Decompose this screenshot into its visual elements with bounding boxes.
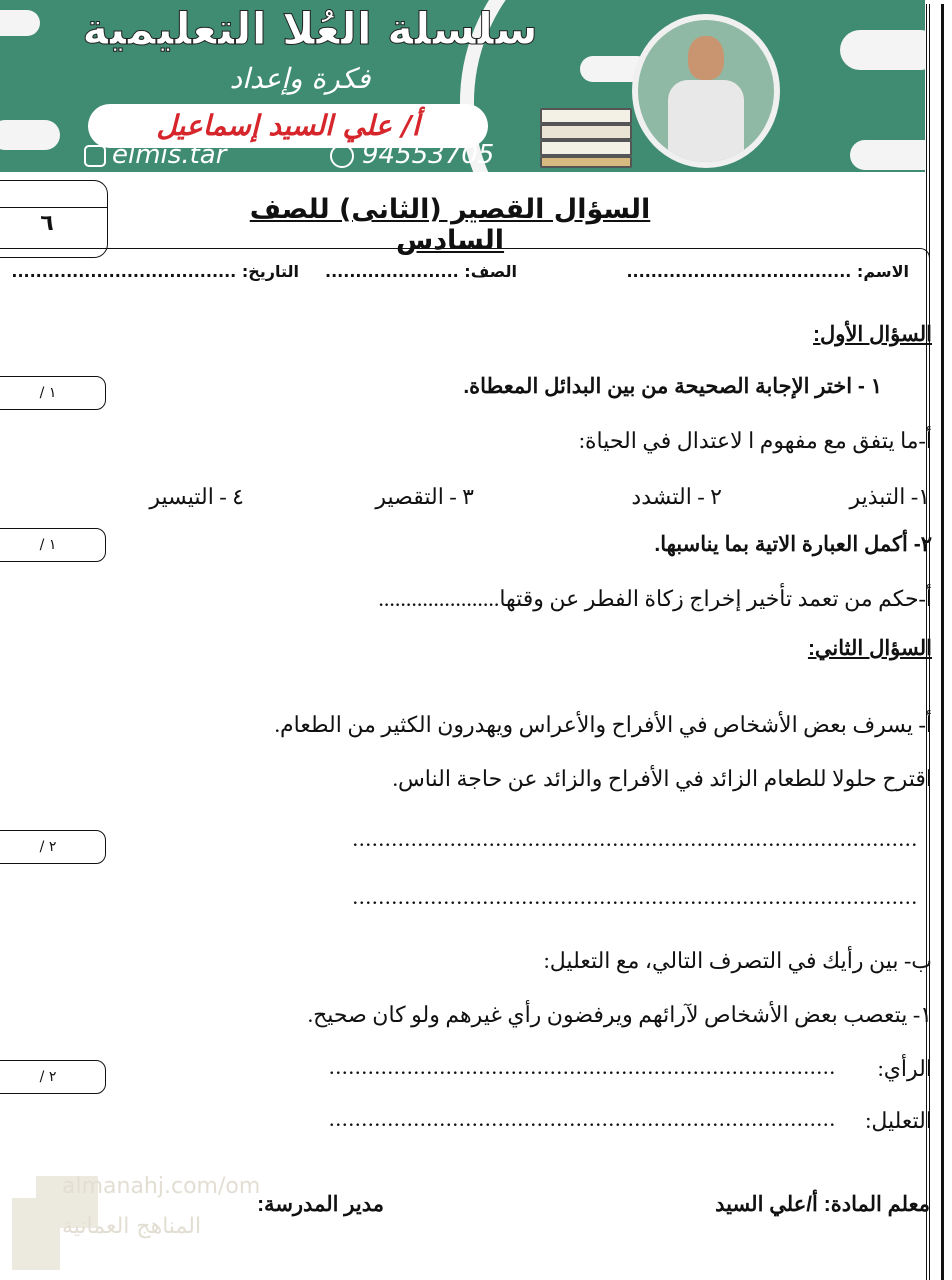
student-info-row: [0, 248, 930, 292]
instagram-handle: elmis.tar: [84, 140, 226, 170]
author-name: أ/ علي السيد إسماعيل: [88, 104, 488, 148]
q2-part-a-line1: أ- يسرف بعض الأشخاص في الأفراح والأعراس ويهدرون الكثير من الطعام.: [274, 712, 932, 737]
instagram-icon: [84, 145, 106, 167]
q2-part-b-mark-box: ٢ /: [0, 1060, 106, 1094]
teacher-signature: معلم المادة: أ/علي السيد: [715, 1193, 930, 1216]
option-3[interactable]: ٣ - التقصير: [375, 484, 474, 509]
option-2[interactable]: ٢ - التشدد: [631, 484, 722, 509]
header-banner: [0, 0, 925, 172]
cloud-decoration: [850, 140, 925, 170]
q2-part-b-line2: ١- يتعصب بعض الأشخاص لآرائهم ويرفضون رأي غيرهم ولو كان صحيح.: [307, 1002, 932, 1027]
option-4[interactable]: ٤ - التيسير: [149, 484, 244, 509]
watermark-arabic: المناهج العمانية: [62, 1214, 202, 1239]
author-photo: [632, 14, 780, 168]
q1-part1-mark-box: ١ /: [0, 376, 106, 410]
q1-part2-instruction: ٢- أكمل العبارة الاتية بما يناسبها.: [654, 533, 932, 556]
exam-title: السؤال القصير (الثانى) للصف السادس: [249, 194, 651, 256]
class-field[interactable]: الصف: ......................: [325, 262, 517, 281]
series-title: سلسلة العُلا التعليمية: [82, 4, 538, 55]
reason-answer-line[interactable]: ..............................................................................: [329, 1106, 836, 1131]
q1-heading: السؤال الأول:: [813, 323, 932, 346]
option-1[interactable]: ١- التبذير: [849, 484, 930, 509]
q1-part1-question: أ-ما يتفق مع مفهوم ا لاعتدال في الحياة:: [578, 428, 932, 453]
total-score-box: [0, 180, 108, 258]
answer-line-2[interactable]: .......................................................................................: [352, 884, 918, 909]
reason-label: التعليل:: [865, 1108, 932, 1133]
phone-number: 94553705: [330, 140, 494, 170]
q1-part2-mark-box: ١ /: [0, 528, 106, 562]
opinion-label: الرأي:: [877, 1056, 932, 1081]
q1-part1-instruction: ١ - اختر الإجابة الصحيحة من بين البدائل المعطاة.: [463, 375, 882, 398]
phone-icon: [330, 144, 354, 168]
cloud-decoration: [0, 120, 60, 150]
q2-part-a-line2: اقترح حلولا للطعام الزائد في الأفراح والزائد عن حاجة الناس.: [392, 766, 932, 791]
q2-part-a-mark-box: ٢ /: [0, 830, 106, 864]
header-subtitle: فكرة وإعداد: [229, 62, 371, 95]
opinion-answer-line[interactable]: ..............................................................................: [329, 1054, 836, 1079]
books-illustration: [540, 108, 632, 168]
q1-part2-question[interactable]: أ-حكم من تعمد تأخير إخراج زكاة الفطر عن وقتها......................: [378, 586, 932, 611]
q2-part-b-line1: ب- بين رأيك في التصرف التالي، مع التعليل:: [543, 948, 932, 973]
answer-line-1[interactable]: .......................................................................................: [352, 826, 918, 851]
name-field[interactable]: الاسم: .....................................: [626, 262, 909, 281]
cloud-decoration: [840, 30, 925, 70]
total-score: ٦: [40, 211, 54, 236]
q2-heading: السؤال الثاني:: [807, 637, 932, 660]
watermark-url: almanahj.com/om: [62, 1174, 261, 1199]
date-field[interactable]: التاريخ: .....................................: [11, 262, 299, 281]
principal-signature: مدير المدرسة:: [257, 1193, 384, 1216]
